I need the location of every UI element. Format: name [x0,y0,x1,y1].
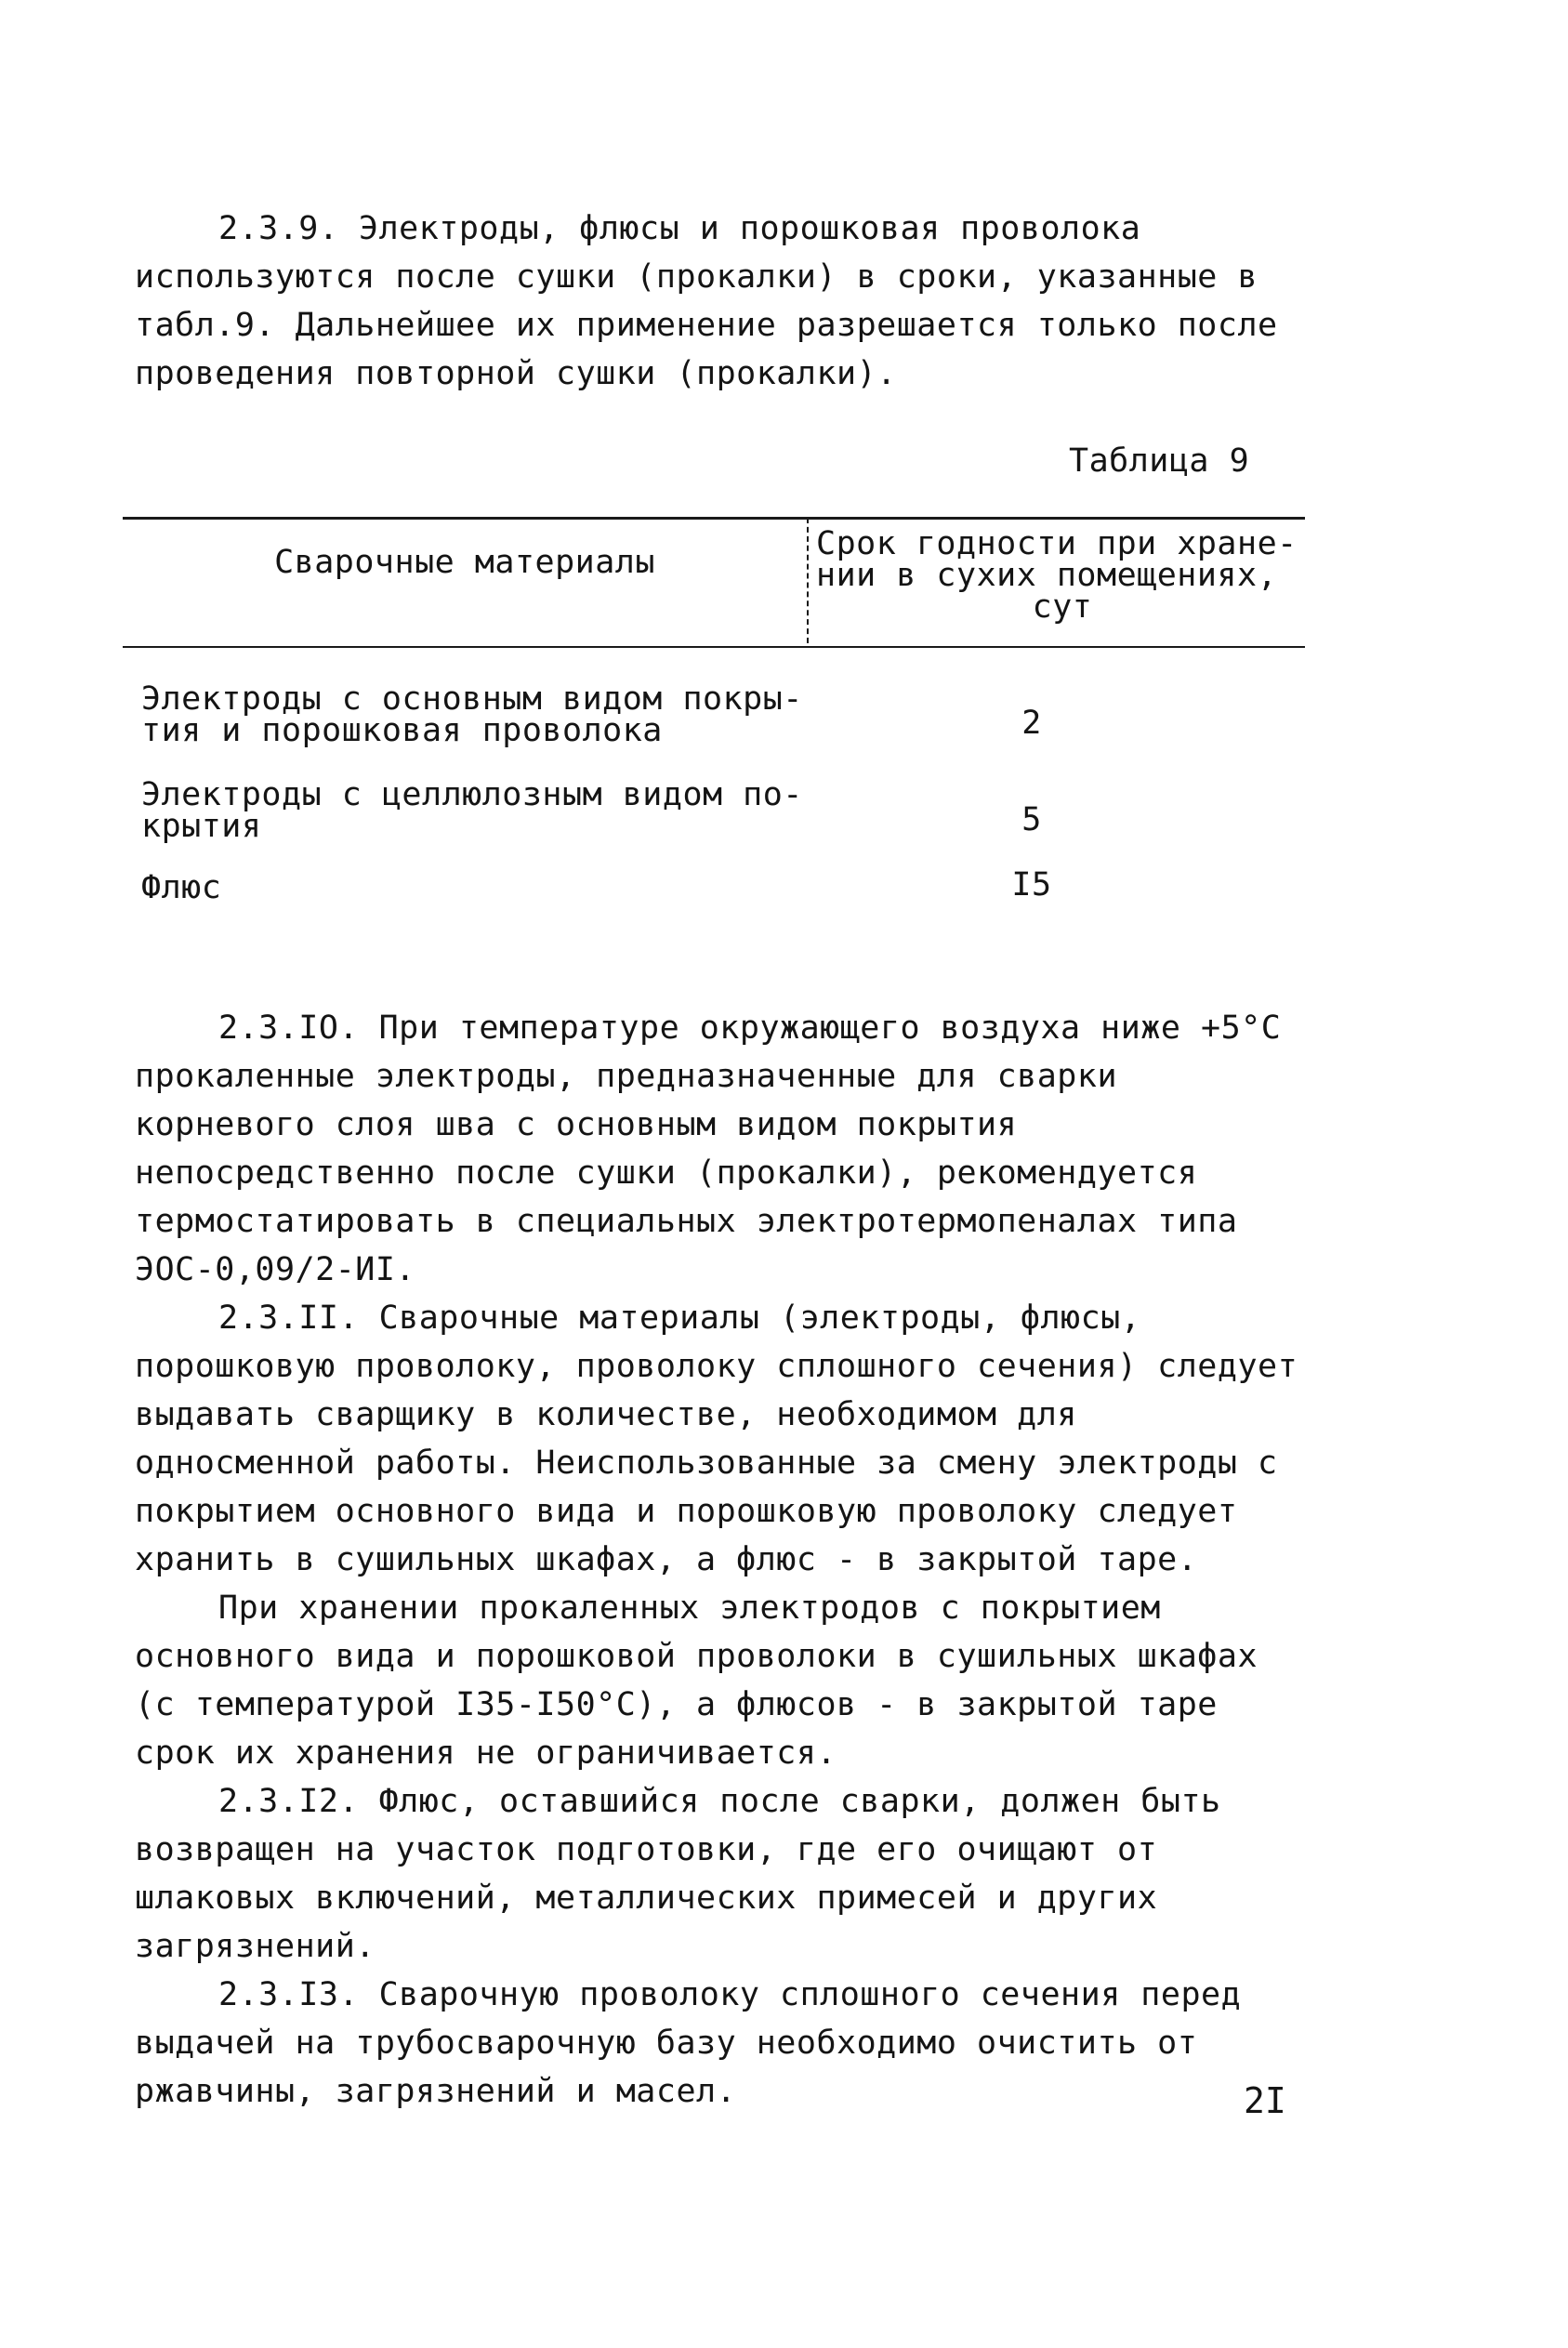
header-line: сут [1032,588,1093,626]
table-header-rule [123,646,1305,648]
material-line: Флюс [141,869,222,906]
table-row-value: I5 [1011,866,1052,904]
paragraph-text: 2.3.9. Электроды, флюсы и порошковая проволока используются после сушки (прокалки) в сроки, указанные в табл.9. Дальнейшее их применение разрешается только после проведения повторной сушки (прокалки). [135,210,1298,392]
header-line: нии в сухих помещениях, [816,557,1278,594]
material-line: Электроды с целлюлозным видом по- [141,776,803,813]
table-top-rule [123,517,1305,520]
paragraph-2-3-12: 2.3.I2. Флюс, оставшийся после сварки, должен быть возвращен на участок подготовки, где его очищают от шлаковых включений, металлических примесей и других загрязнений. [135,1783,1242,1965]
table-row-material [141,680,803,749]
paragraph-2-3-11: 2.3.II. Сварочные материалы (электроды, флюсы, порошковую проволоку, проволоку сплошного сечения) следует выдавать сварщику в количестве, необходимом для односменной работы. Неиспользованные за смену электроды с покрытием основного вида и порошковую проволоку следует хранить в сушильных шкафах, а флюс - в закрытой таре. [135,1299,1318,1578]
paragraph-2-3-11-continued: При хранении прокаленных электродов с покрытием основного вида и порошковой проволоки в сушильных шкафах (с температурой I35-I50°С), а флюсов - в закрытой таре срок их хранения не ограничивается. [135,1590,1278,1772]
table-caption: Таблица 9 [1069,442,1250,480]
material-line: тия и порошковая проволока [141,712,663,749]
paragraphs-section-2-3 [135,1004,1318,2116]
table-header-shelf-life [816,525,1309,626]
material-line: Электроды с основным видом покры- [141,680,803,718]
paragraph-2-3-13: 2.3.I3. Сварочную проволоку сплошного сечения перед выдачей на трубосварочную базу необходимо очистить от ржавчины, загрязнений и масел. [135,1976,1261,2110]
table-header-divider [807,518,809,643]
table-row-material [141,776,803,845]
table-row-value: 2 [1021,705,1042,742]
paragraph-2-3-10: 2.3.IO. При температуре окружающего воздуха ниже +5°С прокаленные электроды, предназначенные для сварки корневого слоя шва с основным видом покрытия непосредственно после сушки (прокалки), рекомендуется термостатировать в специальных электротермопеналах типа ЭОС-0,09/2-ИI. [135,1009,1301,1288]
table-row-material [141,869,792,906]
page-number: 2I [1244,2080,1286,2121]
material-line: крытия [141,808,262,845]
table-header-materials: Сварочные материалы [274,544,655,581]
table-row-value: 5 [1021,801,1042,838]
header-line: Срок годности при хране- [816,525,1298,562]
paragraph-2-3-9 [135,204,1306,398]
